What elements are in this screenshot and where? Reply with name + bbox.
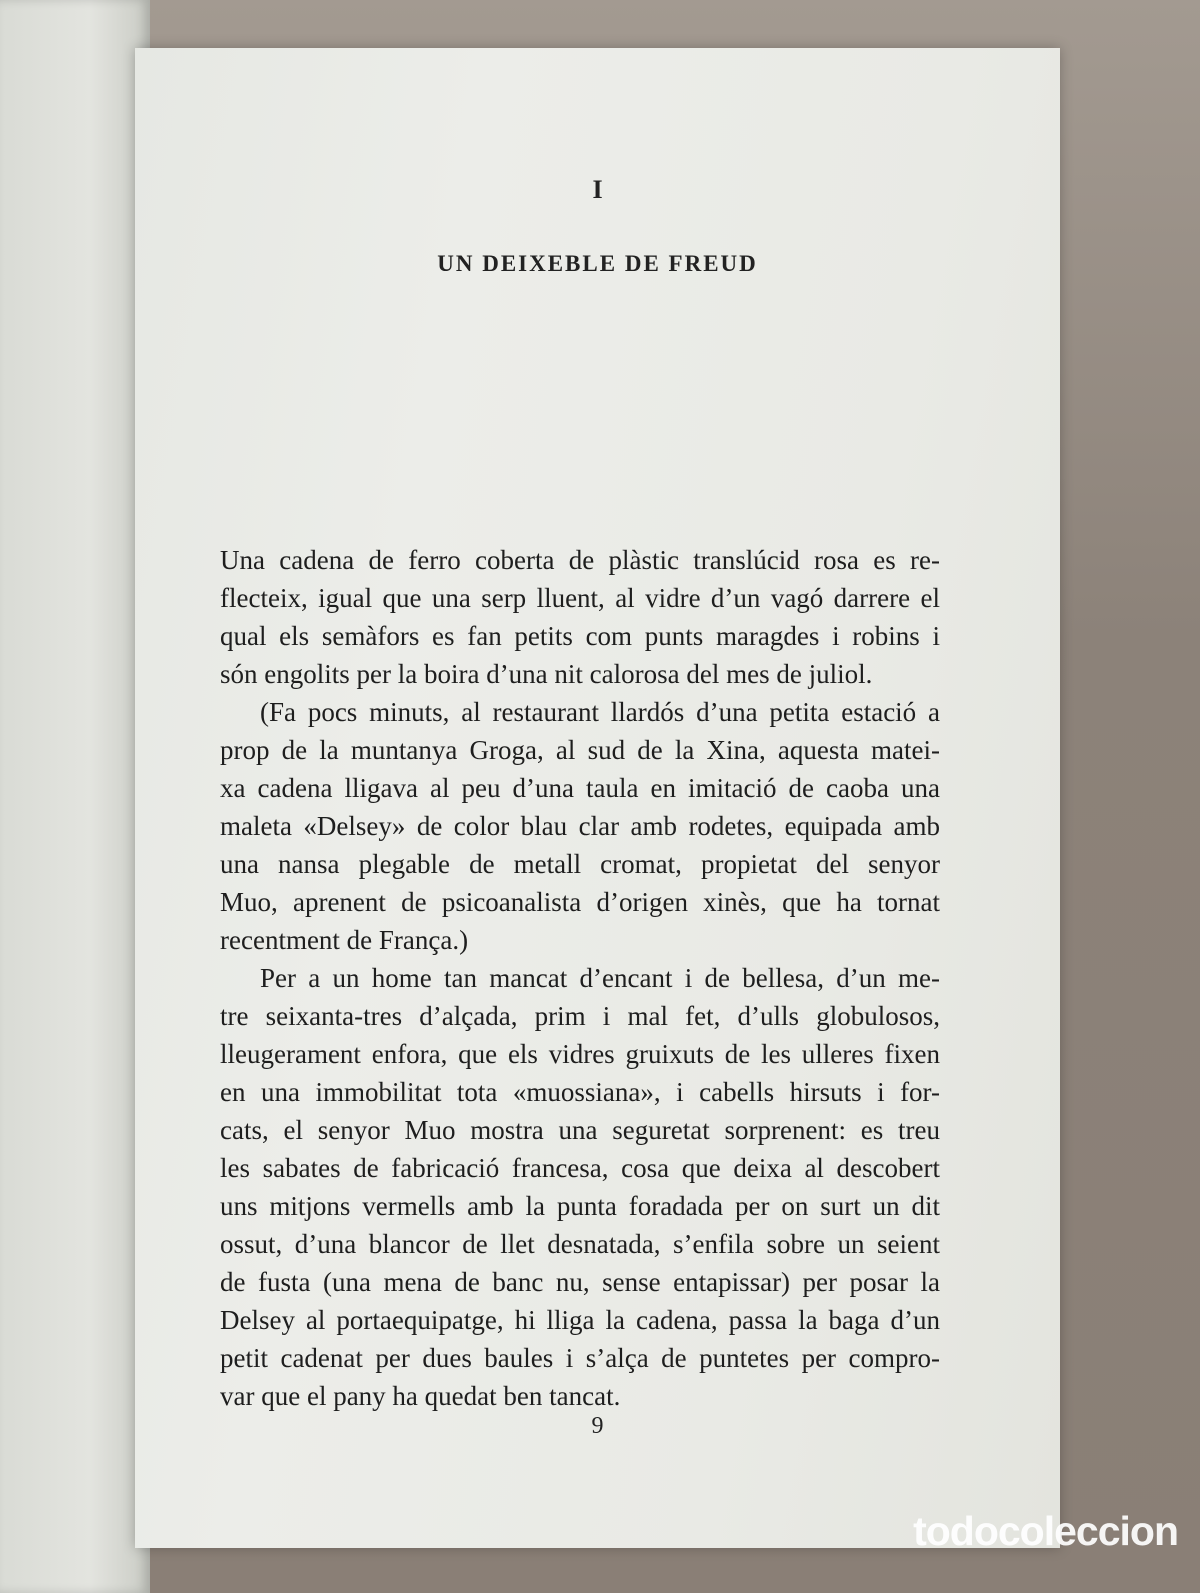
text-line: prop de la muntanya Groga, al sud de la Xina, aquesta matei- [220, 735, 940, 765]
text-line: de fusta (una mena de banc nu, sense entapissar) per posar la [220, 1267, 940, 1297]
text-line: uns mitjons vermells amb la punta foradada per on surt un dit [220, 1191, 940, 1221]
text-line: Una cadena de ferro coberta de plàstic translúcid rosa es re- [220, 545, 940, 575]
previous-page [0, 0, 150, 1593]
text-line: var que el pany ha quedat ben tancat. [220, 1381, 621, 1411]
text-line: ossut, d’una blancor de llet desnatada, s’enfila sobre un seient [220, 1229, 940, 1259]
text-line: una nansa plegable de metall cromat, propietat del senyor [220, 849, 940, 879]
text-line: en una immobilitat tota «muossiana», i cabells hirsuts i for- [220, 1077, 940, 1107]
text-line: petit cadenat per dues baules i s’alça de puntetes per compro- [220, 1343, 940, 1373]
text-line: xa cadena lligava al peu d’una taula en imitació de caoba una [220, 773, 940, 803]
paragraph [220, 541, 940, 693]
body-text [220, 541, 940, 1415]
paragraph [220, 959, 940, 1415]
page-number: 9 [591, 1413, 604, 1439]
text-line: flecteix, igual que una serp lluent, al vidre d’un vagó darrere el [220, 583, 940, 613]
book-page [135, 48, 1060, 1548]
text-line: cats, el senyor Muo mostra una seguretat sorprenent: es treu [220, 1115, 940, 1145]
text-line: Delsey al portaequipatge, hi lliga la cadena, passa la baga d’un [220, 1305, 940, 1335]
text-line: qual els semàfors es fan petits com punts maragdes i robins i [220, 621, 940, 651]
text-line: lleugerament enfora, que els vidres gruixuts de les ulleres fixen [220, 1039, 940, 1069]
text-line: Muo, aprenent de psicoanalista d’origen xinès, que ha tornat [220, 887, 940, 917]
chapter-title: UN DEIXEBLE DE FREUD [437, 251, 758, 276]
text-line: recentment de França.) [220, 925, 469, 955]
text-line: maleta «Delsey» de color blau clar amb rodetes, equipada amb [220, 811, 940, 841]
text-line: les sabates de fabricació francesa, cosa que deixa al descobert [220, 1153, 940, 1183]
text-line: són engolits per la boira d’una nit calorosa del mes de juliol. [220, 659, 873, 689]
paragraph [220, 693, 940, 959]
text-line: Per a un home tan mancat d’encant i de bellesa, d’un me- [260, 963, 940, 993]
chapter-number: I [592, 175, 603, 204]
text-line: (Fa pocs minuts, al restaurant llardós d’una petita estació a [260, 697, 940, 727]
text-line: tre seixanta-tres d’alçada, prim i mal fet, d’ulls globulosos, [220, 1001, 940, 1031]
watermark-logo: todocoleccion [913, 1508, 1178, 1554]
